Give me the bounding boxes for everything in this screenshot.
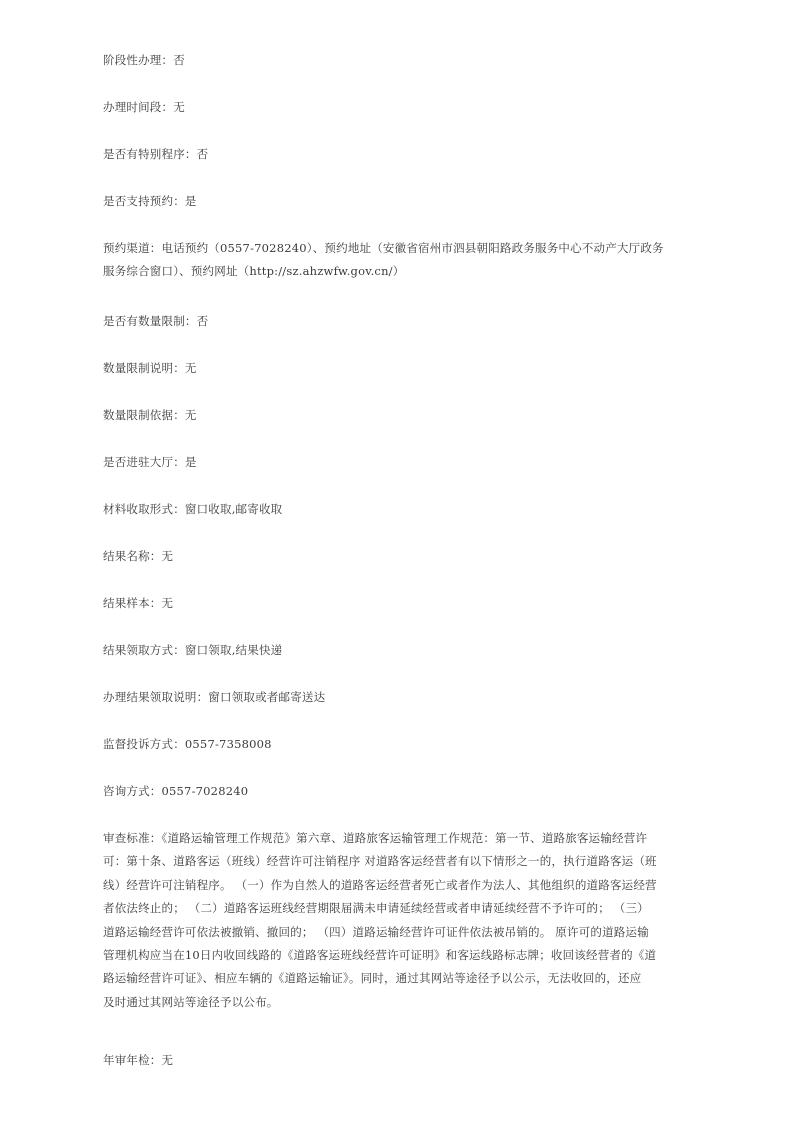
field-annual-inspection: 年审年检：无: [103, 1053, 174, 1067]
review-standard-line: 审查标准：《道路运输管理工作规范》第六章、道路旅客运输管理工作规范：第一节、道路旅客运输经营许: [103, 831, 648, 845]
review-standard-line: 线）经营许可注销程序。 （一）作为自然人的道路客运经营者死亡或者作为法人、其他组织的道路客运经营: [103, 877, 657, 892]
field-appointment-support: 是否支持预约：是: [103, 194, 197, 208]
field-result-name: 结果名称：无: [103, 549, 174, 563]
appointment-channels-line: 服务综合窗口）、预约网址（http://sz.ahzwfw.gov.cn/）: [103, 264, 405, 279]
review-standard-line: 可：第十条、道路客运（班线）经营许可注销程序 对道路客运经营者有以下情形之一的，执行道路客运（班: [103, 854, 657, 869]
review-standard-line: 管理机构应当在10日内收回线路的《道路客运班线经营许可证明》和客运线路标志牌；收回该经营者的《道: [103, 948, 657, 963]
field-result-sample: 结果样本：无: [103, 596, 174, 610]
field-review-standard: [103, 827, 693, 1014]
field-consult-contact: 咨询方式：0557-7028240: [103, 784, 249, 798]
review-standard-line: 路运输经营许可证》、相应车辆的《道路运输证》。同时，通过其网站等途径予以公示，无法收回的，还应: [103, 971, 642, 986]
appointment-channels-line: 预约渠道：电话预约（0557-7028240）、预约地址（安徽省宿州市泗县朝阳路政务服务中心不动产大厅政务: [103, 241, 664, 255]
field-result-pickup-note: 办理结果领取说明：窗口领取或者邮寄送达: [103, 690, 326, 704]
field-quantity-limit: 是否有数量限制：否: [103, 314, 209, 328]
field-staged-handling: 阶段性办理：否: [103, 53, 185, 67]
field-appointment-channels: [103, 237, 693, 284]
review-standard-line: 道路运输经营许可依法被撤销、撤回的； （四）道路运输经营许可证件依法被吊销的。 原许可的道路运输: [103, 924, 649, 939]
field-quantity-limit-basis: 数量限制依据：无: [103, 408, 197, 422]
field-result-pickup: 结果领取方式：窗口领取,结果快递: [103, 643, 283, 657]
review-standard-line: 及时通过其网站等途径予以公布。: [103, 994, 279, 1009]
field-in-hall: 是否进驻大厅：是: [103, 455, 197, 469]
field-material-collection: 材料收取形式：窗口收取,邮寄收取: [103, 502, 283, 516]
field-handling-period: 办理时间段：无: [103, 100, 185, 114]
field-quantity-limit-note: 数量限制说明：无: [103, 361, 197, 375]
field-complaint-contact: 监督投诉方式：0557-7358008: [103, 737, 272, 751]
field-special-procedure: 是否有特别程序：否: [103, 147, 209, 161]
review-standard-line: 者依法终止的； （二）道路客运班线经营期限届满未申请延续经营或者申请延续经营不予许可的； （三）: [103, 901, 649, 916]
